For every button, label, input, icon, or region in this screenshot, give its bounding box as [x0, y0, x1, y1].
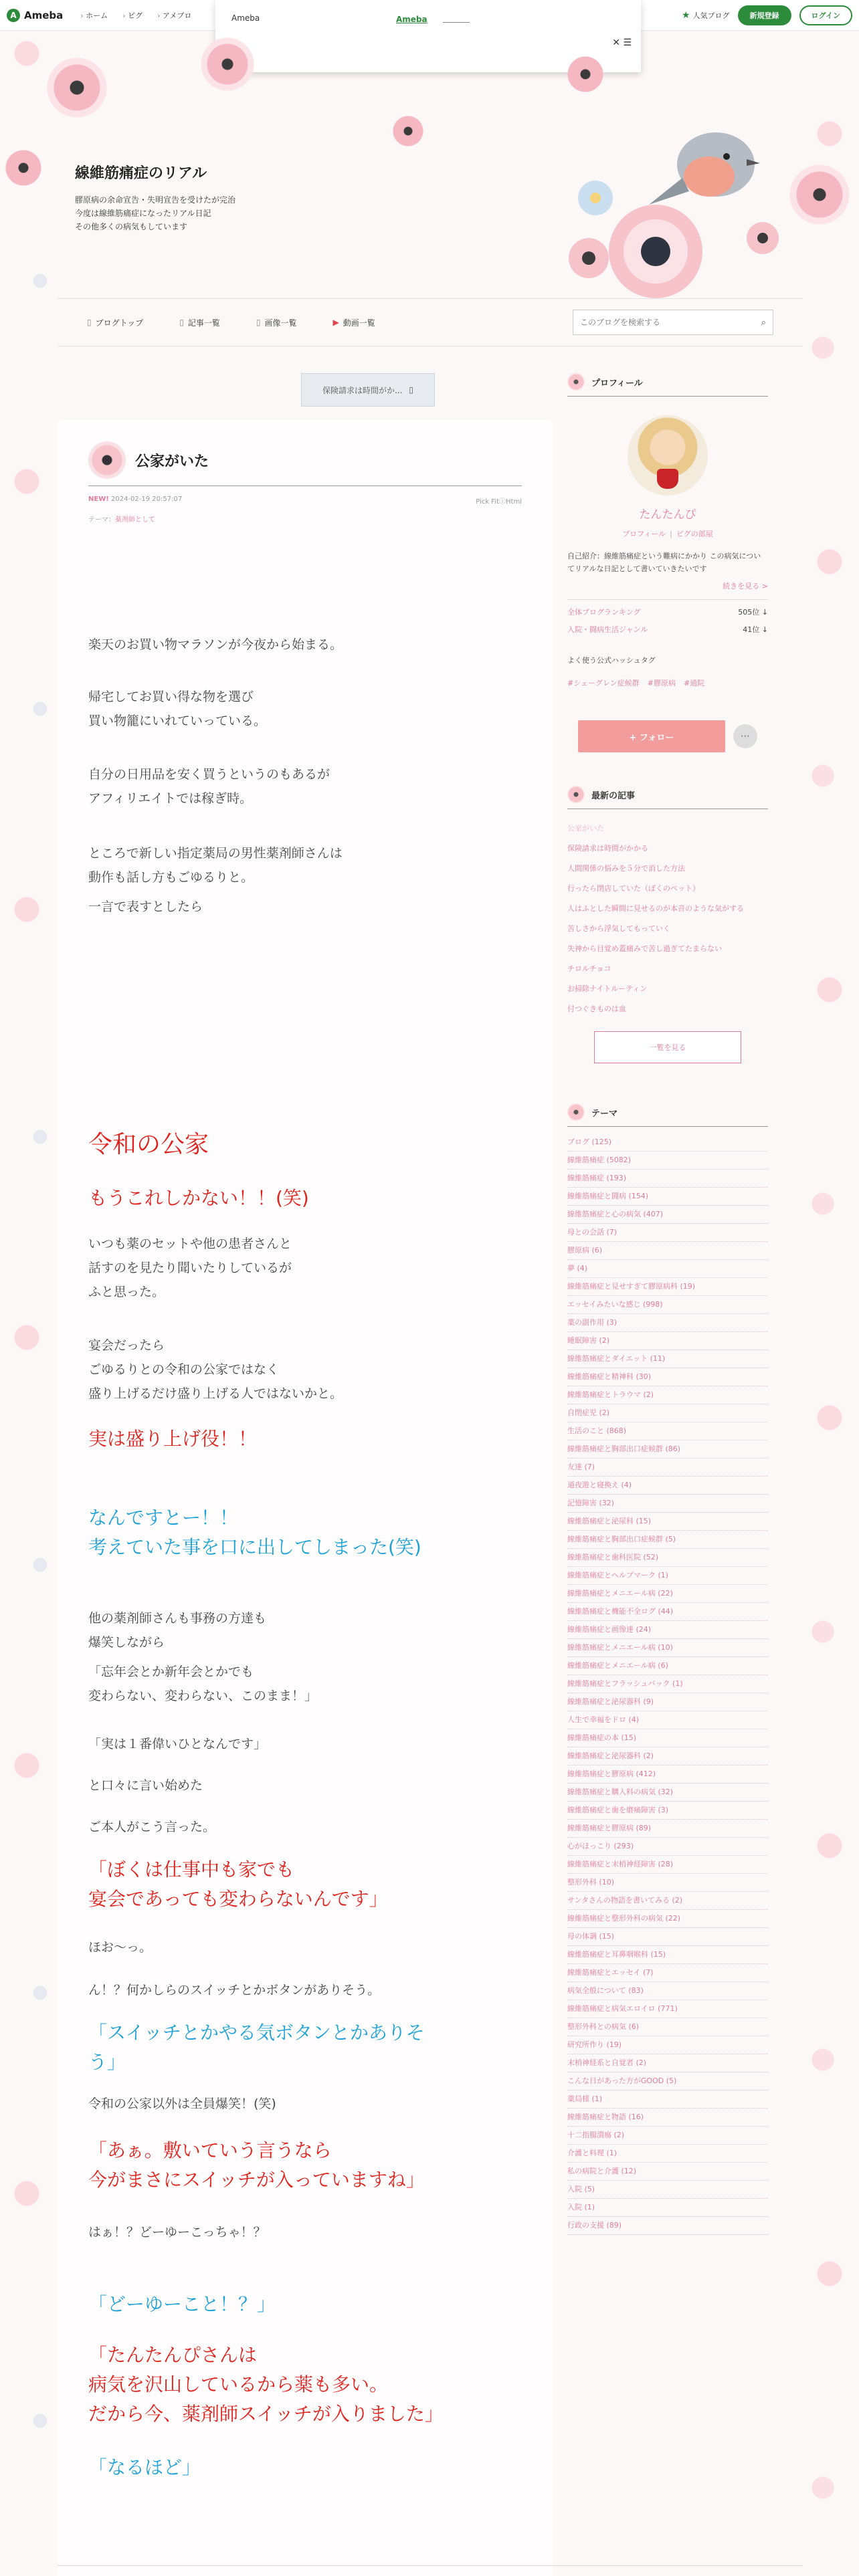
- theme-item[interactable]: 線維筋痛症と整形外科の病気 (22): [567, 1910, 768, 1928]
- red-line: 「ぼくは仕事中も家でも: [88, 1858, 295, 1881]
- theme-item[interactable]: 線維筋痛症の本 (15): [567, 1729, 768, 1747]
- paragraph-line: ごゆるりとの令和の公家ではなく: [88, 1362, 280, 1377]
- theme-item[interactable]: 線維筋痛症とヘルプマーク (1): [567, 1567, 768, 1585]
- footer-divider: [58, 2565, 803, 2566]
- recent-article-item[interactable]: 人間関係の悩みを５分で消した方法: [567, 864, 685, 873]
- ad-popup-divider: [443, 22, 470, 23]
- paragraph-line: 買い物籠にいれていっている。: [88, 714, 267, 728]
- theme-item[interactable]: 線維筋痛症と機能不全ログ (44): [567, 1603, 768, 1621]
- video-icon: ▶: [332, 318, 339, 327]
- bird-and-flowers-illustration: [549, 98, 789, 298]
- profile-section: [567, 373, 768, 752]
- theme-item[interactable]: 線維筋痛症と病気エロイロ (771): [567, 2000, 768, 2018]
- theme-item[interactable]: 記憶障害 (32): [567, 1495, 768, 1513]
- article-paragraph: [88, 762, 330, 811]
- article-theme: [88, 514, 522, 524]
- paragraph-line: 帰宅してお買い得な物を選び: [88, 689, 254, 704]
- theme-item[interactable]: 線維筋痛症とメニエール病 (10): [567, 1639, 768, 1657]
- theme-item[interactable]: エッセイみたいな感じ (998): [567, 1296, 768, 1314]
- blog-title-area: [75, 162, 276, 233]
- paragraph-line: 盛り上げるだけ盛り上げる人ではないかと。: [88, 1386, 343, 1401]
- theme-item[interactable]: 線維筋痛症と購入料の病気 (32): [567, 1784, 768, 1802]
- theme-item[interactable]: 線維筋痛症と精神科 (30): [567, 1368, 768, 1386]
- theme-item[interactable]: 研究所作り (19): [567, 2036, 768, 2054]
- theme-prefix: テーマ：: [88, 516, 115, 524]
- article-paragraph: [88, 1333, 343, 1406]
- paragraph-line: 自分の日用品を安く買うというのもあるが: [88, 767, 330, 782]
- hashtag-title: よく使う公式ハッシュタグ: [567, 656, 656, 665]
- recent-section: [567, 786, 768, 1063]
- recent-article-item[interactable]: 公家がいた: [567, 824, 604, 833]
- theme-link[interactable]: 薬剤師として: [115, 516, 155, 524]
- recent-article-item[interactable]: チロルチョコ: [567, 964, 611, 973]
- paragraph-line: 一言で表すとしたら: [88, 899, 203, 914]
- profile-link[interactable]: プロフィール: [622, 530, 666, 538]
- ad-popup-link[interactable]: Ameba: [396, 15, 427, 24]
- external-link-icon: ▯: [409, 385, 414, 395]
- paragraph-line: 他の薬剤師さんも事務の方達も: [88, 1611, 267, 1626]
- list-icon: ▯: [179, 318, 184, 327]
- article-paragraph: [88, 1232, 292, 1304]
- popular-blog-link[interactable]: [682, 10, 730, 21]
- article-header: [88, 441, 522, 486]
- article-paragraph: [88, 895, 203, 919]
- recent-heading-label: 最新の記事: [591, 790, 636, 801]
- flower-decoration-icon: [388, 111, 428, 151]
- article-heading-blue: 「なるほど」: [88, 2456, 201, 2478]
- theme-item[interactable]: 夢 (4): [567, 1260, 768, 1278]
- profile-name[interactable]: たんたんぴ: [639, 508, 696, 522]
- flower-icon: [567, 786, 585, 803]
- recent-article-item[interactable]: 苦しさから浮気してもっていく: [567, 924, 670, 933]
- article-meta: [88, 496, 522, 506]
- nav-video-list-label: 動画一覧: [343, 318, 375, 328]
- theme-item[interactable]: 線維筋痛症とエッセイ (7): [567, 1964, 768, 1982]
- global-nav-ameblo[interactable]: › アメブロ: [157, 10, 191, 21]
- global-header-right: [682, 5, 852, 25]
- theme-item[interactable]: ブログ (125): [567, 1134, 768, 1152]
- star-icon: ★: [681, 9, 690, 21]
- theme-item[interactable]: 心がほっこり (293): [567, 1838, 768, 1856]
- blue-line: う」: [88, 2051, 126, 2073]
- theme-item[interactable]: 線維筋痛症と画像達 (24): [567, 1621, 768, 1639]
- more-options-icon[interactable]: ⋯: [733, 724, 757, 748]
- nav-blog-top-label: ブログトップ: [95, 318, 144, 328]
- article-paragraph: [88, 1660, 317, 1708]
- theme-item[interactable]: 母との会話 (7): [567, 1224, 768, 1242]
- blog-title[interactable]: 線維筋痛症のリアル: [75, 165, 207, 182]
- recent-article-item[interactable]: 付つぐきものは血: [567, 1004, 626, 1013]
- theme-item[interactable]: 生活のこと (868): [567, 1422, 768, 1440]
- nav-image-list-label: 画像一覧: [264, 318, 297, 328]
- flower-decoration-icon: [562, 51, 609, 98]
- profile-links: [567, 528, 768, 539]
- rank-row: [567, 607, 768, 617]
- article-paragraph: [88, 1606, 266, 1654]
- hashtag[interactable]: #シェーグレン症候群: [567, 679, 640, 687]
- link-separator: |: [670, 530, 672, 538]
- blue-line: 考えていた事を口に出してしまった(笑): [88, 1536, 421, 1558]
- paragraph-line: いつも薬のセットや他の患者さんと: [88, 1237, 292, 1251]
- paragraph-line: ところで新しい指定薬局の男性薬剤師さんは: [88, 846, 343, 861]
- theme-item[interactable]: 線維筋痛症と心の病気 (407): [567, 1206, 768, 1224]
- theme-item[interactable]: 介護と料理 (1): [567, 2145, 768, 2163]
- login-button[interactable]: ログイン: [799, 5, 852, 25]
- pig-room-link[interactable]: ピグの部屋: [676, 530, 713, 538]
- article-title[interactable]: 公家がいた: [135, 453, 209, 470]
- theme-item[interactable]: 友達 (7): [567, 1459, 768, 1477]
- blog-description-line: 今度は線維筋痛症になったリアル日記: [75, 209, 211, 218]
- blue-line: なんですとー！！: [88, 1507, 239, 1529]
- theme-item[interactable]: 線維筋痛症と歯を磨痛障害 (3): [567, 1802, 768, 1820]
- paragraph-line: ふと思った。: [88, 1285, 165, 1299]
- paragraph-line: 楽天のお買い物マラソンが今夜から始まる。: [88, 637, 343, 652]
- article-heading-blue: 「どーゆーこと！？」: [88, 2293, 276, 2315]
- profile-heading: [567, 373, 768, 397]
- theme-item[interactable]: 整形外科 (10): [567, 1874, 768, 1892]
- red-line: 病気を沢山しているから薬も多い。: [88, 2373, 389, 2395]
- theme-item[interactable]: 人生で幸福をドロ (4): [567, 1711, 768, 1729]
- sidebar: [567, 346, 768, 2235]
- profile-bio: 自己紹介：線維筋痛症という難病にかかり この病気についてリアルな日記として書いていきたいです: [567, 552, 761, 573]
- flower-decoration-icon: [201, 37, 254, 91]
- nav-blog-top[interactable]: [87, 317, 143, 328]
- paragraph-line: 変わらない、変わらない、このまま！」: [88, 1689, 318, 1703]
- blog-description-line: その他多くの病気もしています: [75, 222, 188, 231]
- paragraph-line: 宴会だったら: [88, 1338, 165, 1353]
- register-button[interactable]: 新規登録: [738, 5, 791, 25]
- article-paragraph: 令和の公家以外は全員爆笑！(笑): [88, 2097, 276, 2111]
- read-more-link[interactable]: 続きを見る >: [567, 580, 768, 600]
- ad-banner-text: 保険請求は時間がか...: [322, 385, 403, 395]
- recent-article-item[interactable]: 保険請求は時間がかかる: [567, 844, 648, 853]
- theme-item[interactable]: 自閉症児 (2): [567, 1404, 768, 1422]
- article-heading-red: [88, 2136, 425, 2195]
- profile-heading-label: プロフィール: [591, 378, 643, 389]
- article-paragraph: ご本人がこう言った。: [88, 1820, 216, 1834]
- flower-decoration-icon: [789, 165, 850, 225]
- rank-value: 41位 ↓: [743, 625, 768, 634]
- theme-item[interactable]: 線維筋痛症とメニエール病 (6): [567, 1657, 768, 1675]
- paragraph-line: 「忘年会とか新年会とかでも: [88, 1665, 254, 1679]
- article-heading-red: 令和の公家: [88, 1131, 209, 1158]
- recent-article-list: [567, 819, 768, 1019]
- article-date-row: [88, 496, 182, 506]
- nav-article-list-label: 記事一覧: [187, 318, 220, 328]
- theme-item[interactable]: 線維筋痛症と膠原病 (89): [567, 1820, 768, 1838]
- ad-popup-close-icon[interactable]: ✕ ☰: [612, 37, 632, 48]
- article-heading-red: 実は盛り上げ役！！: [88, 1428, 258, 1450]
- nav-image-list[interactable]: [256, 317, 297, 328]
- theme-item[interactable]: 線維筋痛症と膠原病 (412): [567, 1765, 768, 1784]
- theme-item[interactable]: こんな日があった方がGOOD (5): [567, 2072, 768, 2090]
- new-badge: NEW!: [88, 496, 109, 503]
- recent-article-item[interactable]: お掃除ナイトルーティン: [567, 984, 648, 993]
- theme-item[interactable]: 線維筋痛症と泌尿科 (15): [567, 1513, 768, 1531]
- article-heading-red: [88, 1855, 388, 1914]
- theme-item[interactable]: 行政の支援 (89): [567, 2217, 768, 2235]
- search-icon[interactable]: ⌕: [761, 317, 766, 328]
- red-line: 「たんたんぴさんは: [88, 2344, 258, 2366]
- theme-item[interactable]: 十二指腸潰瘍 (2): [567, 2127, 768, 2145]
- global-nav-home[interactable]: › ホーム: [80, 10, 108, 21]
- article-paragraph: ほお〜っ。: [88, 1940, 153, 1955]
- document-icon: ▯: [87, 318, 92, 327]
- theme-item[interactable]: 末梢神経系と自覚者 (2): [567, 2054, 768, 2072]
- blog-search-box[interactable]: [573, 310, 773, 335]
- theme-item[interactable]: 線維筋痛症と歯科医院 (52): [567, 1549, 768, 1567]
- theme-item[interactable]: 薬局様 (1): [567, 2090, 768, 2109]
- theme-item[interactable]: 線維筋痛症と物語 (16): [567, 2109, 768, 2127]
- blog-description: [75, 193, 276, 233]
- popular-blog-label: 人気ブログ: [692, 11, 730, 20]
- article-paragraph: ん！？何かしらのスイッチとかボタンがありそう。: [88, 1983, 381, 1998]
- theme-item[interactable]: 入院 (1): [567, 2199, 768, 2217]
- avatar[interactable]: [628, 415, 708, 496]
- global-nav: [80, 10, 191, 21]
- hashtag-list: [567, 677, 768, 688]
- theme-heading-label: テーマ: [591, 1108, 618, 1119]
- theme-item[interactable]: 線維筋痛症と耳鼻咽喉科 (15): [567, 1946, 768, 1964]
- theme-item[interactable]: 睡眠障害 (2): [567, 1332, 768, 1350]
- paragraph-line: 爆笑しながら: [88, 1635, 165, 1650]
- theme-item[interactable]: サンタさんの物語を書いてみる (2): [567, 1892, 768, 1910]
- article-heading-blue: [88, 1503, 421, 1562]
- paragraph-line: アフィリエイトでは稼ぎ時。: [88, 791, 253, 806]
- flower-decoration-icon: [0, 144, 47, 191]
- pickfit-label[interactable]: Pick FitⓘHtml: [476, 498, 522, 506]
- blue-line: 「スイッチとかやる気ボタンとかありそ: [88, 2022, 425, 2044]
- red-line: 「あぁ。敷いていう言うなら: [88, 2139, 332, 2161]
- rank-row: [567, 624, 768, 635]
- hashtag[interactable]: #通院: [683, 679, 705, 687]
- image-icon: ▯: [256, 318, 261, 327]
- blog-nav: [58, 298, 803, 346]
- ameba-logo[interactable]: [7, 9, 63, 22]
- theme-item[interactable]: 線維筋痛症とダイエット (11): [567, 1350, 768, 1368]
- theme-item[interactable]: 薬の副作用 (3): [567, 1314, 768, 1332]
- article-heading-red: もうこれしかない！！(笑): [88, 1187, 309, 1209]
- theme-item[interactable]: 線維筋痛症と泌尿器科 (9): [567, 1693, 768, 1711]
- theme-item[interactable]: 線維筋痛症とトラウマ (2): [567, 1386, 768, 1404]
- theme-item[interactable]: 整形外科との病気 (6): [567, 2018, 768, 2036]
- theme-item[interactable]: 線維筋痛症 (193): [567, 1170, 768, 1188]
- ad-banner[interactable]: [301, 373, 435, 407]
- theme-item[interactable]: 線維筋痛症 (5082): [567, 1152, 768, 1170]
- ameba-logo-icon: A: [7, 9, 20, 22]
- recent-heading: [567, 786, 768, 809]
- theme-item[interactable]: 膠原病 (6): [567, 1242, 768, 1260]
- article-paragraph: [88, 633, 343, 657]
- theme-item[interactable]: 線維筋痛症と見せすぎて膠原病科 (19): [567, 1278, 768, 1296]
- rank-label[interactable]: 全体ブログランキング: [567, 608, 641, 617]
- follow-button[interactable]: + フォロー: [578, 720, 725, 752]
- flower-decoration-icon: [47, 58, 107, 118]
- nav-article-list[interactable]: [179, 317, 220, 328]
- blog-header: [0, 31, 859, 298]
- blog-description-line: 膠原病の余命宣告・失明宣告を受けたが完治: [75, 195, 236, 205]
- theme-item[interactable]: 私の病院と介護 (12): [567, 2163, 768, 2181]
- article-paragraph: と口々に言い始めた: [88, 1778, 203, 1793]
- article-paragraph: [88, 685, 266, 733]
- theme-item[interactable]: 線維筋痛症と末梢神経障害 (28): [567, 1856, 768, 1874]
- theme-section: [567, 1103, 768, 2235]
- red-line: 今がまさにスイッチが入っていますね」: [88, 2169, 425, 2191]
- theme-item[interactable]: 線維筋痛症とフラッシュバック (1): [567, 1675, 768, 1693]
- theme-item[interactable]: 線維筋痛症と泌尿器科 (2): [567, 1747, 768, 1765]
- recent-article-item[interactable]: 人はふとした瞬間に見せるのが本音のような気がする: [567, 904, 744, 913]
- theme-item[interactable]: 線維筋痛症と胸部出口症候群 (86): [567, 1440, 768, 1459]
- theme-item[interactable]: 線維筋痛症と闘病 (154): [567, 1188, 768, 1206]
- flower-icon: [567, 1103, 585, 1121]
- article-paragraph: 「実は１番偉いひとなんです」: [88, 1737, 267, 1751]
- paragraph-line: 話すのを見たり聞いたりしているが: [88, 1261, 292, 1275]
- rank-value: 505位 ↓: [738, 608, 768, 617]
- recent-article-item[interactable]: 行ったら閉店していた（ぼくのペット）: [567, 884, 700, 893]
- theme-item[interactable]: 母の体調 (15): [567, 1928, 768, 1946]
- theme-heading: [567, 1103, 768, 1127]
- global-nav-pigg[interactable]: › ピグ: [122, 10, 142, 21]
- follow-row: [578, 720, 768, 752]
- theme-list: [567, 1134, 768, 2235]
- theme-item[interactable]: 病気全般について (83): [567, 1982, 768, 2000]
- ad-popup-label: Ameba: [231, 13, 260, 23]
- recent-more-button[interactable]: 一覧を見る: [594, 1031, 741, 1063]
- article-paragraph: はぁ！？どーゆーこっちゃ！？: [88, 2225, 266, 2240]
- red-line: だから今、薬剤師スイッチが入りました」: [88, 2403, 444, 2425]
- theme-item[interactable]: 入院 (5): [567, 2181, 768, 2199]
- article-date: 2024-02-19 20:57:07: [110, 496, 183, 503]
- theme-item[interactable]: 線維筋痛症とメニエール病 (22): [567, 1585, 768, 1603]
- article-heading-red: [88, 2341, 444, 2429]
- recent-article-item[interactable]: 失神から目覚め蓋痛みで苦し過ぎてたまらない: [567, 944, 722, 953]
- article-heading-blue: [88, 2018, 425, 2077]
- theme-item[interactable]: 通夜遊と寝換え (4): [567, 1477, 768, 1495]
- flower-icon: [567, 373, 585, 391]
- rank-label[interactable]: 入院・闘病生活ジャンル: [567, 625, 648, 634]
- article-paragraph: [88, 841, 343, 889]
- nav-video-list[interactable]: [333, 317, 375, 328]
- flower-icon: [88, 441, 126, 479]
- theme-item[interactable]: 線維筋痛症と胸部出口症候群 (5): [567, 1531, 768, 1549]
- ameba-logo-text: Ameba: [24, 9, 64, 21]
- article: [58, 420, 553, 2576]
- red-line: 宴会であっても変わらないんです」: [88, 1888, 388, 1910]
- paragraph-line: 動作も話し方もごゆるりと。: [88, 870, 254, 885]
- hashtag[interactable]: #膠原病: [647, 679, 676, 687]
- blog-search-input[interactable]: [580, 318, 761, 327]
